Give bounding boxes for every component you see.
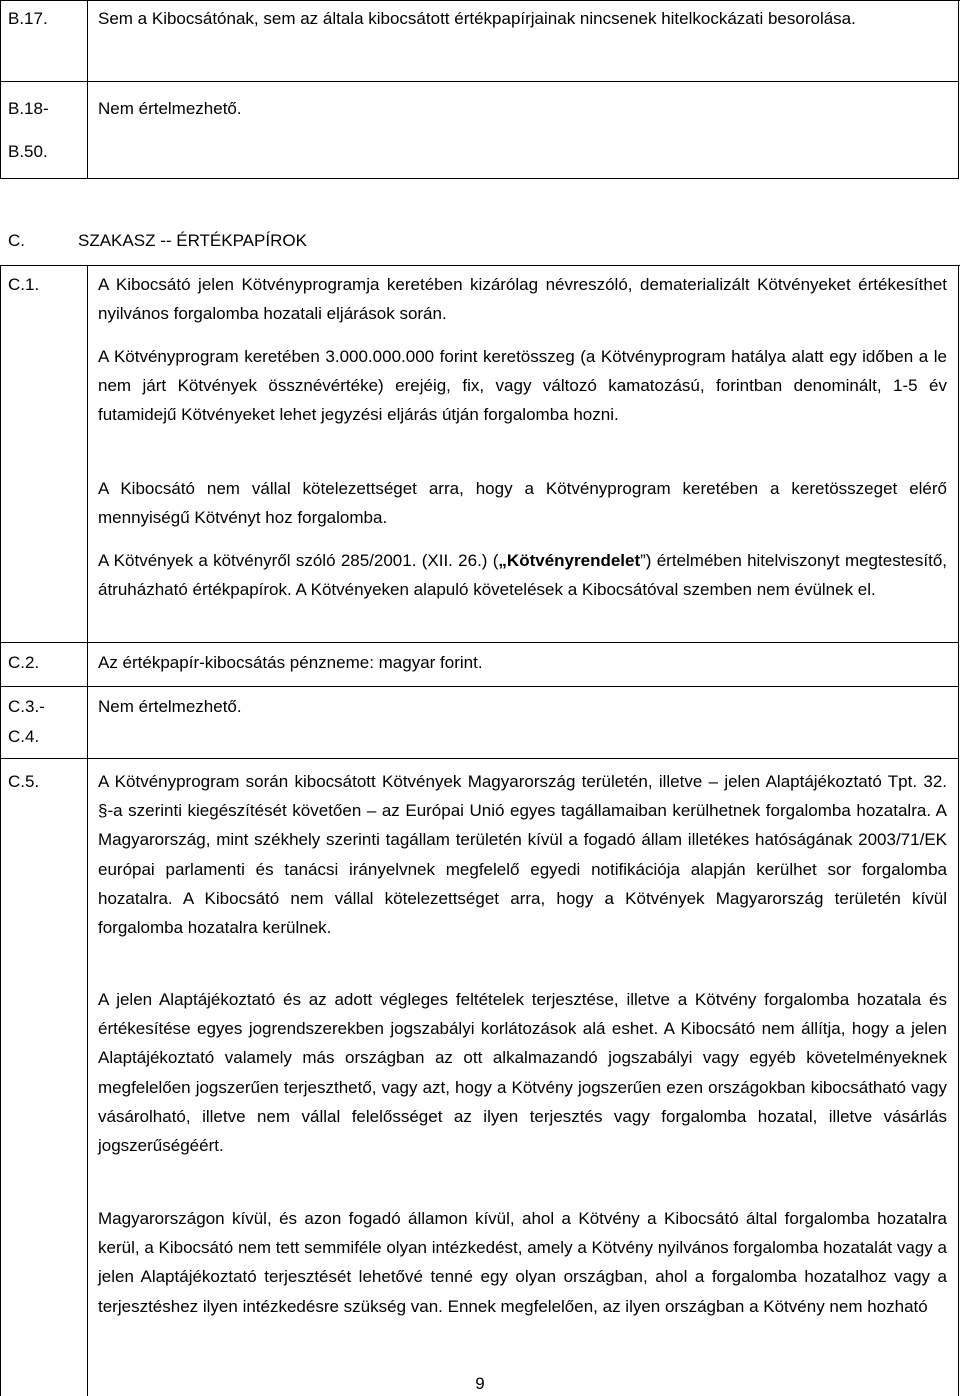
row-label-c1: C.1.: [8, 275, 40, 294]
section-title: SZAKASZ -- ÉRTÉKPAPÍROK: [78, 231, 307, 250]
table-c-column-divider: [87, 265, 88, 1396]
c1-paragraph-4-defined-term: „Kötvényrendelet: [498, 551, 641, 570]
c5-paragraph-1: A Kötvényprogram során kibocsátott Kötvények Magyarország területén, illetve – jelen Alaptájékoztató Tpt. 32. §-a szerinti kiegészítését követően – az Európai Unió egyes tagállamaiban kerülhetnek forgalomba hozatalra. A Magyarország, mint székhely szerinti tagállam területén kívül a fogadó állam illetékes hatóságának 2003/71/EK európai parlamenti és tanácsi irányelvnek megfelelő egyedi notifikációja alapján kerülhet sor forgalomba hozatalra. A Kibocsátó nem vállal kötelezettséget arra, hogy a Kötvények Magyarország területén kívül forgalomba hozatalra kerülnek.: [98, 772, 947, 938]
c1-paragraph-2: A Kötvényprogram keretében 3.000.000.000 forint keretösszeg (a Kötvényprogram hatálya alatt egy időben a le nem járt Kötvények össznévértéke) erejéig, fix, vagy változó kamatozású, forintban denominált, 1-5 év futamidejű Kötvényeket lehet jegyzési eljárás útján forgalomba hozni.: [98, 347, 947, 425]
c5-paragraph-2: A jelen Alaptájékoztató és az adott végleges feltételek terjesztése, illetve a Kötvény forgalomba hozatala és értékesítése egyes jogrendszerekben jogszabályi korlátozások alá eshet. A Kibocsátó nem állítja, hogy a jelen Alaptájékoztató valamely más országban az ott alkalmazandó jogszabályi vagy egyéb követelményeknek megfelelően jogszerűen terjeszthető, vagy azt, hogy a Kötvény jogszerűen ezen országokban kibocsátható vagy vásárolható, illetve nem vállal felelősséget az ilyen terjesztés vagy forgalomba hozatal, illetve vásárlás jogszerűségéért.: [98, 990, 947, 1156]
page-number: 9: [475, 1374, 485, 1393]
row-text-b17: Sem a Kibocsátónak, sem az általa kibocsátott értékpapírjainak nincsenek hitelkockázati besorolása.: [98, 9, 856, 28]
table-c-row-divider-1: [0, 642, 959, 643]
c1-paragraph-1: A Kibocsátó jelen Kötvényprogramja keretében kizárólag névreszóló, dematerializált Kötvényeket értékesíthet nyilvános forgalomba hozatali eljárások során.: [98, 275, 947, 324]
row-label-c2: C.2.: [8, 653, 40, 672]
c1-paragraph-4-after: ”) értelmében hitelviszonyt megtestesítő, átruházható értékpapírok. A Kötvényeken alapuló követelések a Kibocsátóval szemben nem évülnek el.: [98, 551, 947, 600]
row-label-c3-line1: C.3.-: [8, 697, 45, 716]
row-label-b18-line2: B.50.: [8, 142, 48, 161]
c1-paragraph-4: [98, 546, 947, 604]
c3-text: Nem értelmezhető.: [98, 697, 242, 716]
table-b-left-border: [0, 0, 1, 179]
row-label-c3-line2: C.4.: [8, 727, 40, 746]
c5-paragraph-3: Magyarországon kívül, és azon fogadó államon kívül, ahol a Kötvény a Kibocsátó által forgalomba hozatalra kerül, a Kibocsátó nem tett semmiféle olyan intézkedést, amely a Kötvény nyilvános forgalomba hozatalát vagy a jelen Alaptájékoztató terjesztését lehetővé tenné egy olyan országban, ahol a forgalomba hozatalhoz vagy a terjesztéshez ilyen intézkedésre szükség van. Ennek megfelelően, az ilyen országban a Kötvény nem hozható: [98, 1209, 947, 1316]
row-label-b17: B.17.: [8, 9, 48, 28]
table-b-bottom-border: [0, 178, 959, 179]
table-b-column-divider: [87, 0, 88, 179]
row-label-b18-line1: B.18-: [8, 99, 49, 118]
table-c-row-divider-2: [0, 686, 959, 687]
row-label-c5: C.5.: [8, 772, 40, 791]
c2-text: Az értékpapír-kibocsátás pénzneme: magyar forint.: [98, 653, 483, 672]
table-b-top-border: [0, 0, 960, 1]
table-b-right-border: [958, 0, 959, 179]
section-label: C.: [8, 231, 25, 250]
table-c-right-border: [958, 265, 959, 1396]
table-b-row-divider: [0, 81, 959, 82]
c1-paragraph-3: A Kibocsátó nem vállal kötelezettséget arra, hogy a Kötvényprogram keretében a keretösszeget elérő mennyiségű Kötvényt hoz forgalomba.: [98, 479, 947, 528]
table-c-row-divider-3: [0, 758, 959, 759]
table-c-left-border: [0, 265, 1, 1396]
table-c-top-border: [0, 265, 960, 266]
c1-paragraph-4-before: A Kötvények a kötvényről szóló 285/2001. (XII. 26.) (: [98, 551, 499, 570]
row-text-b18: Nem értelmezhető.: [98, 99, 242, 118]
